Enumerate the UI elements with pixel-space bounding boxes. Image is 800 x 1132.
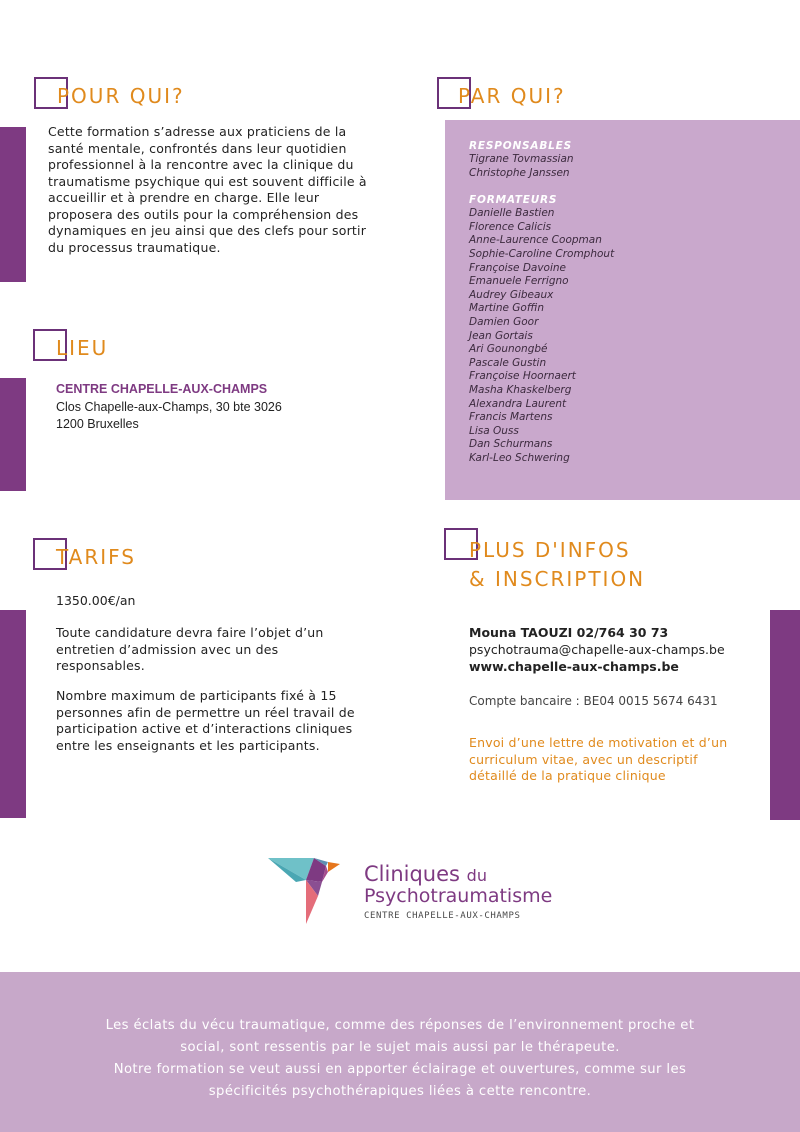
heading-tarifs: TARIFS <box>56 545 136 569</box>
formateur-item: Dan Schurmans <box>469 438 553 451</box>
formateur-item: Anne-Laurence Coopman <box>469 234 602 247</box>
formateur-item: Danielle Bastien <box>469 207 555 220</box>
infos-note: Envoi d’une lettre de motivation et d’un curriculum vitae, avec un descriptif détaillé de la pratique clinique <box>469 735 728 783</box>
formateurs-label: FORMATEURS <box>469 194 558 207</box>
responsables-label: RESPONSABLES <box>469 140 572 152</box>
responsable-item: Christophe Janssen <box>469 166 570 179</box>
logo <box>266 852 553 932</box>
formateur-item: Emanuele Ferrigno <box>469 275 569 288</box>
lieu-address-line1: Clos Chapelle-aux-Champs, 30 bte 3026 <box>56 400 282 414</box>
tarifs-price: 1350.00€/an <box>56 593 136 608</box>
lieu-address-line2: 1200 Bruxelles <box>56 417 139 431</box>
left-accent-bar-3 <box>0 610 26 818</box>
footer-line-2: social, sont ressentis par le sujet mais aussi par le thérapeute. <box>180 1040 620 1055</box>
infos-contact: Mouna TAOUZI 02/764 30 73 <box>469 625 669 640</box>
par-qui-list <box>469 140 614 465</box>
formateur-item: Pascale Gustin <box>469 356 547 369</box>
heading-infos-line2: & INSCRIPTION <box>469 567 646 591</box>
formateur-item: Karl-Leo Schwering <box>469 451 570 464</box>
formateur-item: Audrey Gibeaux <box>469 288 554 301</box>
footer-line-1: Les éclats du vécu traumatique, comme des réponses de l’environnement proche et <box>105 1018 695 1033</box>
formateur-item: Alexandra Laurent <box>469 397 567 410</box>
formateur-item: Martine Goffin <box>469 302 545 315</box>
right-accent-bar <box>770 610 800 820</box>
heading-par-qui: PAR QUI? <box>458 84 566 108</box>
footer-line-4: spécificités psychothérapiques liées à cette rencontre. <box>208 1084 592 1099</box>
pour-qui-text: Cette formation s’adresse aux praticiens de la santé mentale, confrontés dans leur quotidien professionnel à la rencontre avec la clinique du traumatisme psychique qui est souvent difficile à accueillir et à prendre en charge. Elle leur proposera des outils pour la compréhension des dynamiques en jeu ainsi que des clefs pour sortir du processus traumatique. <box>48 124 367 255</box>
formateur-item: Françoise Hoornaert <box>469 370 576 383</box>
formateur-item: Sophie-Caroline Cromphout <box>469 247 615 260</box>
formateur-item: Masha Khaskelberg <box>469 383 572 396</box>
heading-pour-qui: POUR QUI? <box>57 84 185 108</box>
responsable-item: Tigrane Tovmassian <box>469 153 574 165</box>
formateur-item: Francis Martens <box>469 411 553 424</box>
formateur-item: Damien Goor <box>469 315 539 328</box>
lieu-venue: CENTRE CHAPELLE-AUX-CHAMPS <box>56 382 268 396</box>
formateur-item: Lisa Ouss <box>469 424 519 437</box>
formateur-item: Françoise Davoine <box>469 261 567 274</box>
footer-text <box>0 1015 800 1103</box>
left-accent-bar-1 <box>0 127 26 282</box>
left-accent-bar-2 <box>0 378 26 491</box>
bird-logo-icon <box>266 854 350 928</box>
logo-line3: CENTRE CHAPELLE-AUX-CHAMPS <box>364 911 521 921</box>
formateur-item: Jean Gortais <box>469 329 533 342</box>
infos-website[interactable]: www.chapelle-aux-champs.be <box>469 659 679 674</box>
tarifs-paragraph-2: Nombre maximum de participants fixé à 15 personnes afin de permettre un réel travail de participation active et d’interactions cliniques entre les enseignants et les participants. <box>56 688 355 753</box>
heading-infos-line1: PLUS D'INFOS <box>469 538 631 562</box>
tarifs-paragraph-1: Toute candidature devra faire l’objet d’un entretien d’admission avec un des responsables. <box>56 625 324 673</box>
logo-line2: Psychotraumatisme <box>364 885 553 907</box>
infos-email[interactable]: psychotrauma@chapelle-aux-champs.be <box>469 642 725 657</box>
infos-bank: Compte bancaire : BE04 0015 5674 6431 <box>469 694 718 708</box>
logo-line1-suffix: du <box>466 866 487 885</box>
formateur-item: Ari Gounongbé <box>469 343 548 356</box>
footer-line-3: Notre formation se veut aussi en apporter éclairage et ouvertures, comme sur les <box>113 1062 687 1077</box>
logo-line1-main: Cliniques <box>364 862 460 886</box>
heading-lieu: LIEU <box>56 336 109 360</box>
formateur-item: Florence Calicis <box>469 220 552 233</box>
